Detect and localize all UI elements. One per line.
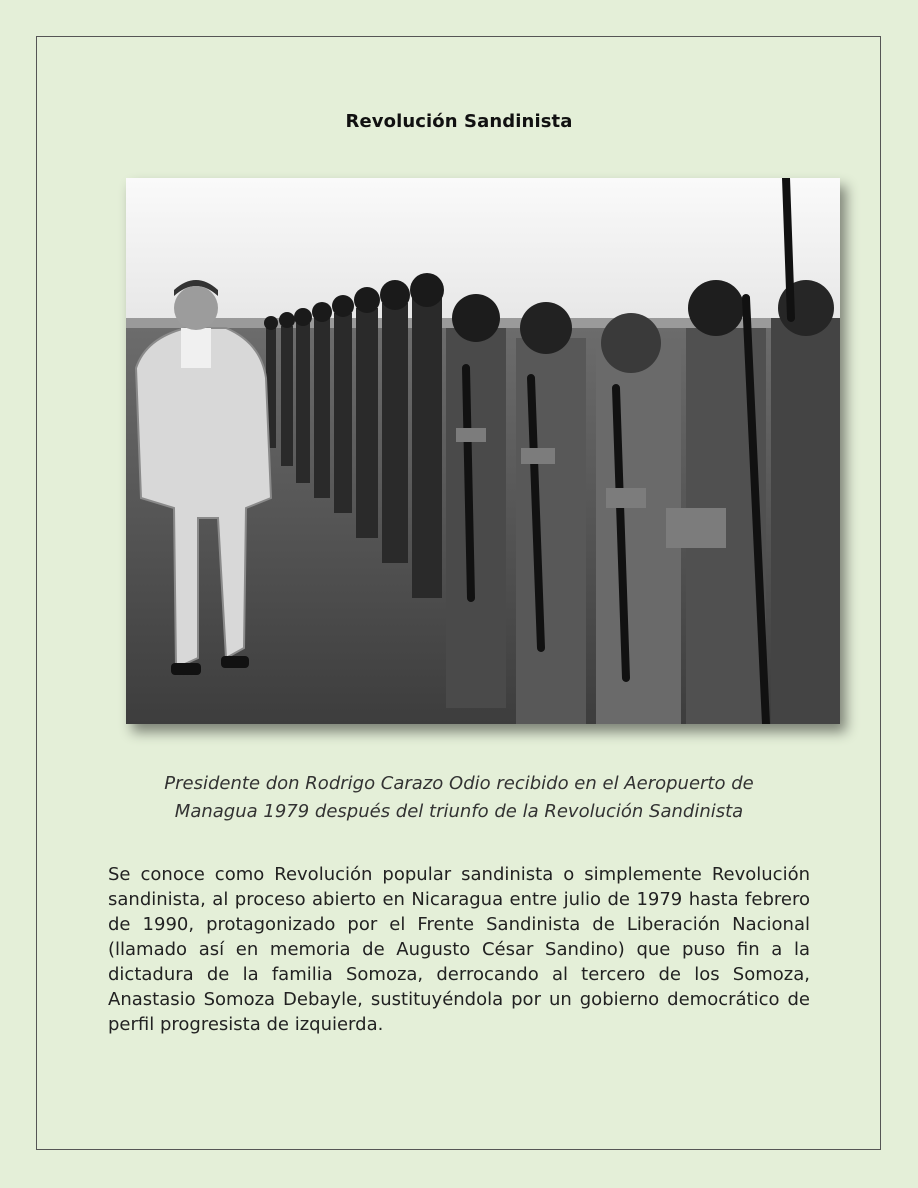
caption-line-1: Presidente don Rodrigo Carazo Odio recibido en el Aeropuerto de <box>164 773 754 794</box>
caption-line-2: Managua 1979 después del triunfo de la Revolución Sandinista <box>174 801 744 822</box>
historical-photo <box>126 178 840 724</box>
body-paragraph: Se conoce como Revolución popular sandinista o simplemente Revolución sandinista, al proceso abierto en Nicaragua entre julio de 1979 hasta febrero de 1990, protagonizado por el Frente Sandinista de Liberación Nacional (llamado así en memoria de Augusto César Sandino) que puso fin a la dictadura de la familia Somoza, derrocando al tercero de los Somoza, Anastasio Somoza Debayle, sustituyéndola por un gobierno democrático de perfil progresista de izquierda. <box>108 864 810 1035</box>
photo-image <box>126 178 840 724</box>
page-title: Revolución Sandinista <box>345 111 573 132</box>
photo-caption <box>100 770 818 826</box>
